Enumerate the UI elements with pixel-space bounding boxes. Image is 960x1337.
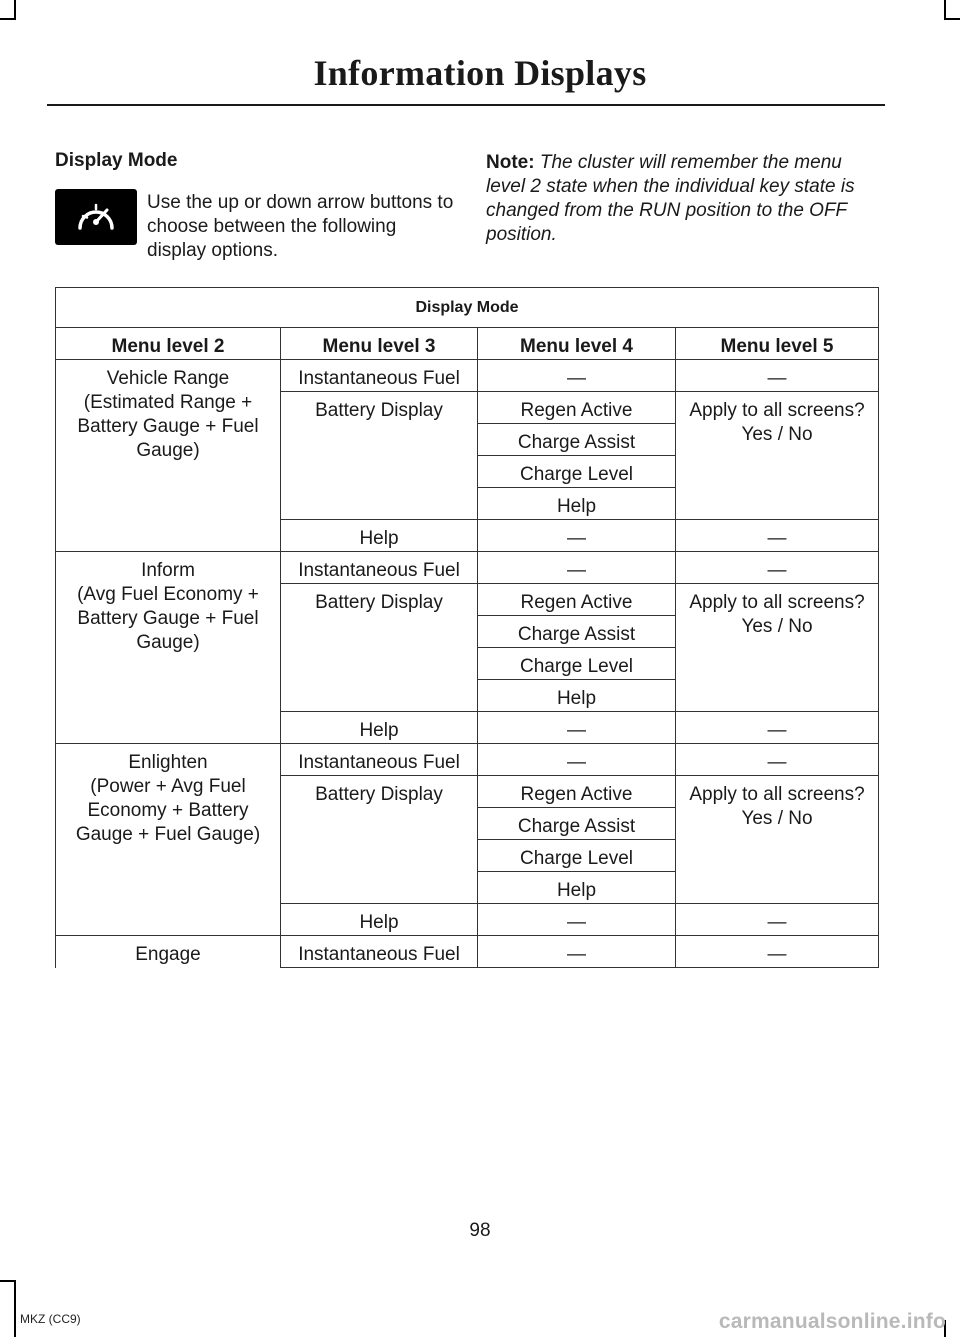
table-cell: — [676, 712, 879, 744]
table-cell: — [676, 936, 879, 968]
apply-options: Yes / No [741, 616, 813, 637]
table-cell: Charge Assist [478, 424, 676, 456]
menu-level2-cell: Engage [56, 936, 281, 968]
apply-cell [676, 392, 879, 520]
table-cell: — [676, 744, 879, 776]
apply-options: Yes / No [741, 808, 813, 829]
apply-cell [676, 584, 879, 712]
note-label: Note: [486, 152, 535, 173]
table-cell: Help [281, 904, 478, 936]
table-cell: Help [478, 872, 676, 904]
table-cell: — [478, 520, 676, 552]
apply-question: Apply to all screens? [689, 784, 865, 805]
crop-mark [944, 0, 946, 20]
table-cell: — [478, 936, 676, 968]
table-cell: — [478, 360, 676, 392]
table-cell: Battery Display [281, 584, 478, 712]
section-heading: Display Mode [55, 150, 178, 171]
table-cell: Help [478, 488, 676, 520]
menu-level2-detail: (Avg Fuel Economy + Battery Gauge + Fuel Gauge) [77, 584, 259, 653]
footer-model: MKZ (CC9) [20, 1312, 81, 1326]
crop-mark [14, 1280, 16, 1337]
header-divider [47, 104, 885, 106]
table-cell: Charge Level [478, 840, 676, 872]
table-cell: — [676, 904, 879, 936]
apply-question: Apply to all screens? [689, 400, 865, 421]
table-cell: — [676, 552, 879, 584]
table-cell: Instantaneous Fuel [281, 744, 478, 776]
table-cell: — [478, 904, 676, 936]
table-cell: Charge Level [478, 456, 676, 488]
apply-options: Yes / No [741, 424, 813, 445]
watermark: carmanualsonline.info [718, 1310, 946, 1333]
table-cell: Regen Active [478, 584, 676, 616]
table-title: Display Mode [56, 288, 879, 328]
intro-text: Use the up or down arrow buttons to choose between the following display options. [147, 192, 454, 261]
gauge-icon [55, 189, 137, 245]
table-cell: — [478, 712, 676, 744]
menu-level2-name: Inform [141, 560, 195, 581]
table-cell: Help [478, 680, 676, 712]
crop-mark [0, 18, 16, 20]
menu-level2-name: Vehicle Range [106, 368, 230, 389]
table-cell: Help [281, 520, 478, 552]
column-header: Menu level 3 [281, 328, 478, 360]
column-header: Menu level 2 [56, 328, 281, 360]
note-paragraph [486, 151, 886, 247]
column-header: Menu level 5 [676, 328, 879, 360]
display-mode-table [55, 287, 879, 968]
apply-question: Apply to all screens? [689, 592, 865, 613]
page-number: 98 [469, 1220, 491, 1241]
table-cell: — [478, 744, 676, 776]
crop-mark [944, 18, 960, 20]
menu-level2-cell [56, 360, 281, 552]
table-cell: Instantaneous Fuel [281, 552, 478, 584]
menu-level2-detail: (Power + Avg Fuel Economy + Battery Gauge + Fuel Gauge) [75, 776, 261, 845]
table-cell: Battery Display [281, 776, 478, 904]
note-text: The cluster will remember the menu level 2 state when the individual key state is changed from the RUN position to the OFF position. [486, 152, 855, 245]
crop-mark [0, 1280, 16, 1282]
table-cell: Charge Level [478, 648, 676, 680]
menu-level2-cell [56, 744, 281, 936]
table-cell: — [478, 552, 676, 584]
table-cell: Charge Assist [478, 808, 676, 840]
menu-level2-cell [56, 552, 281, 744]
table-cell: Regen Active [478, 392, 676, 424]
table-cell: Regen Active [478, 776, 676, 808]
table-cell: — [676, 360, 879, 392]
table-cell: Instantaneous Fuel [281, 360, 478, 392]
apply-cell [676, 776, 879, 904]
table-cell: Battery Display [281, 392, 478, 520]
column-header: Menu level 4 [478, 328, 676, 360]
page-title: Information Displays [313, 53, 647, 93]
table-cell: Help [281, 712, 478, 744]
table-cell: Charge Assist [478, 616, 676, 648]
menu-level2-name: Enlighten [128, 752, 208, 773]
menu-level2-detail: (Estimated Range + Battery Gauge + Fuel Gauge) [77, 392, 259, 461]
crop-mark [14, 0, 16, 20]
table-cell: — [676, 520, 879, 552]
table-cell: Instantaneous Fuel [281, 936, 478, 968]
